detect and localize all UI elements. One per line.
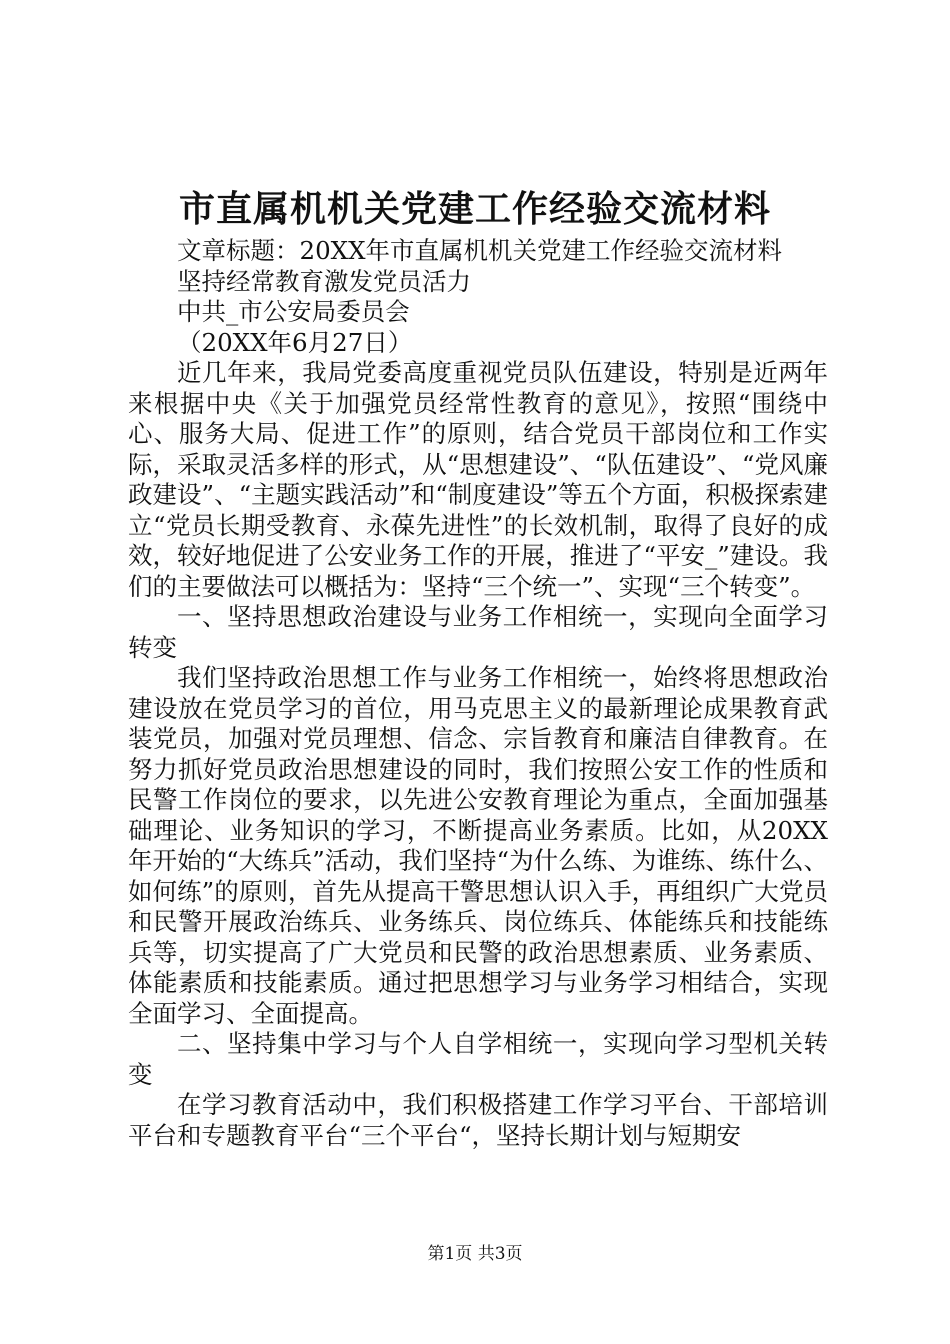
author-line: 中共_市公安局委员会 — [177, 297, 410, 326]
article-title-line: 文章标题：20XX年市直属机机关党建工作经验交流材料 — [177, 236, 783, 265]
page-number: 第1页 共3页 — [427, 1244, 523, 1264]
paragraph-section-1: 我们坚持政治思想工作与业务工作相统一，始终将思想政治建设放在党员学习的首位，用马克思主义的最新理论成果教育武装党员，加强对党员理想、信念、宗旨教育和廉洁自律教育。在努力抓好党员政治思想建设的同时，我们按照公安工作的性质和民警工作岗位的要求，以先进公安教育理论为重点，全面加强基础理论、业务知识的学习，不断提高业务素质。比如，从20XX年开始的“大练兵”活动，我们坚持“为什么练、为谁练、练什么、如何练”的原则，首先从提高干警思想认识入手，再组织广大党员和民警开展政治练兵、业务练兵、岗位练兵、体能练兵和技能练兵等，切实提高了广大党员和民警的政治思想素质、业务素质、体能素质和技能素质。通过把思想学习与业务学习相结合，实现全面学习、全面提高。 — [128, 663, 828, 1028]
paragraph-section-2: 在学习教育活动中，我们积极搭建工作学习平台、干部培训平台和专题教育平台“三个平台“，坚持长期计划与短期安 — [128, 1090, 828, 1150]
document-title: 市直属机机关党建工作经验交流材料 — [178, 188, 771, 230]
article-subtitle-line: 坚持经常教育激发党员活力 — [177, 266, 471, 296]
date-line: （20XX年6月27日） — [177, 327, 413, 357]
section-heading-2: 二、坚持集中学习与个人自学相统一，实现向学习型机关转变 — [128, 1029, 828, 1089]
paragraph-intro: 近几年来，我局党委高度重视党员队伍建设，特别是近两年来根据中央《关于加强党员经常性教育的意见》，按照“围绕中心、服务大局、促进工作”的原则，结合党员干部岗位和工作实际，采取灵活多样的形式，从“思想建设”、“队伍建设”、“党风廉政建设”、“主题实践活动”和“制度建设”等五个方面，积极探索建立“党员长期受教育、永葆先进性”的长效机制，取得了良好的成效，较好地促进了公安业务工作的开展，推进了“平安_”建设。我们的主要做法可以概括为：坚持“三个统一”、实现“三个转变”。 — [128, 358, 828, 601]
document-body — [128, 236, 828, 1151]
section-heading-1: 一、坚持思想政治建设与业务工作相统一，实现向全面学习转变 — [128, 602, 828, 662]
